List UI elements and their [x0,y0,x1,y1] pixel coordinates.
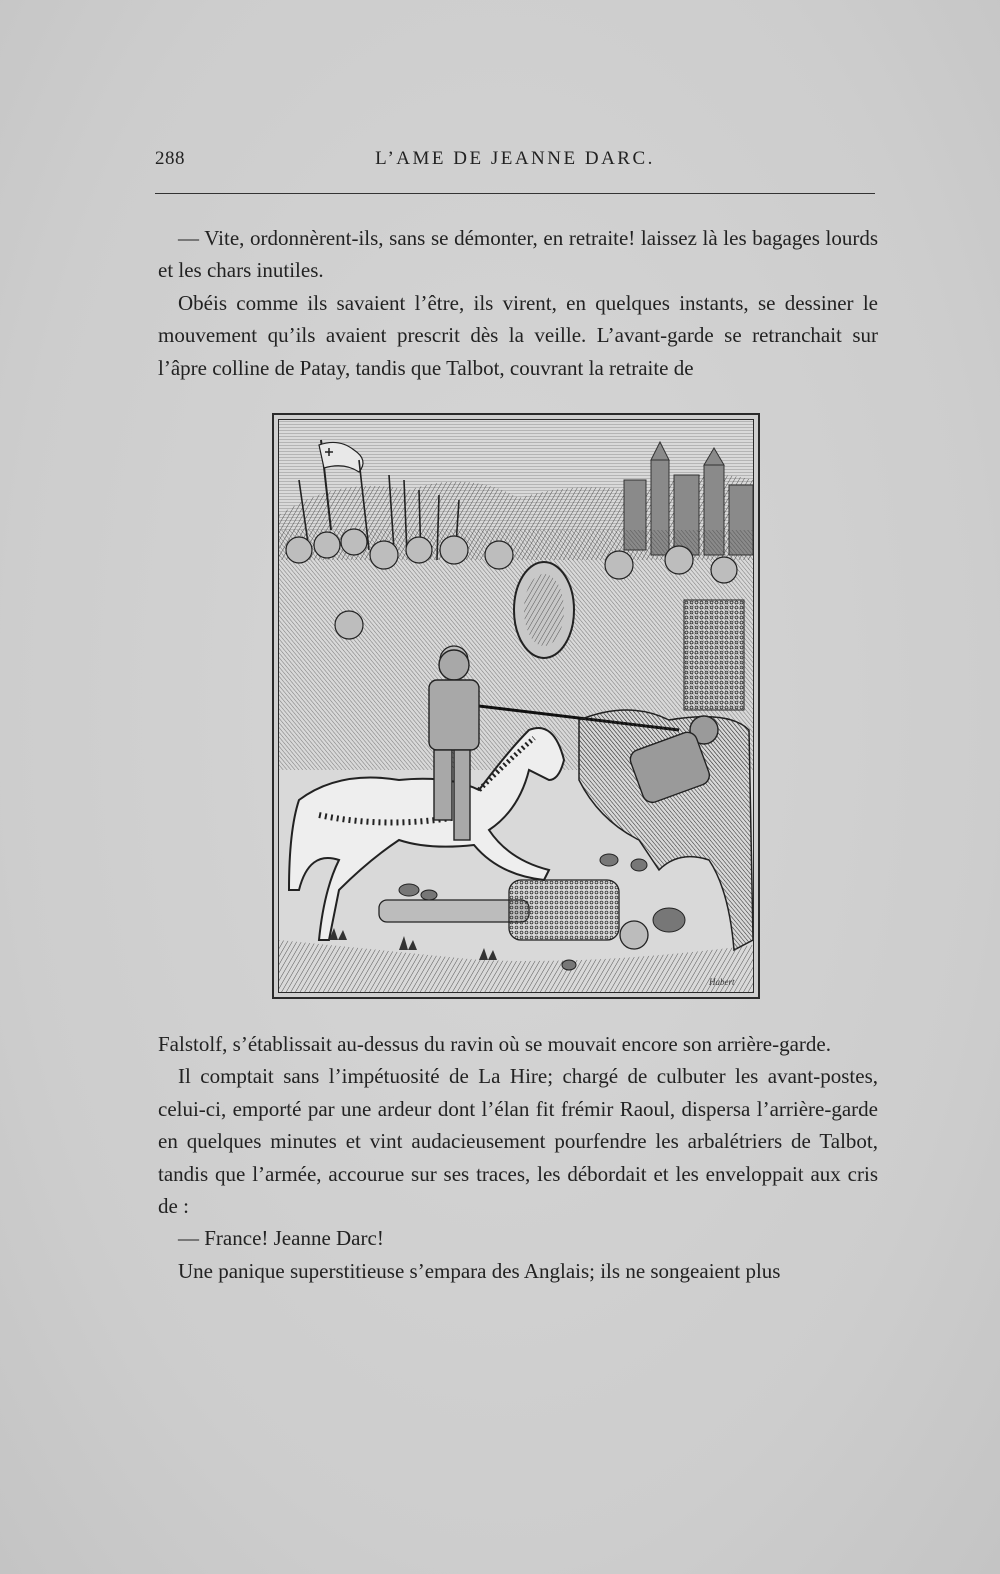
engraver-signature: Habert [709,977,735,987]
shield-decoration [524,574,564,646]
paragraph: — Vite, ordonnèrent-ils, sans se démonter, en retraite! laissez là les bagages lourds et les chars inutiles. [158,226,878,283]
page-header [155,148,875,176]
paragraph: Falstolf, s’établissait au-dessus du ravin où se mouvait encore son arrière-garde. [158,1032,831,1056]
body-text-bottom [158,1028,878,1287]
running-title: L’AME DE JEANNE DARC. [375,148,655,169]
battle-engraving [272,413,760,999]
battle-scene-illustration [279,420,753,992]
paragraph: Une panique superstitieuse s’empara des Anglais; ils ne songeaient plus [178,1258,781,1283]
chainmail-soldier [684,600,744,710]
paragraph: Il comptait sans l’impétuosité de La Hire; chargé de culbuter les avant-postes, celui-ci, emporté par une ardeur dont l’élan fit frémir Raoul, dispersa l’arrière-garde en quelques minutes et vint audacieusement pourfendre les arbalétriers de Talbot, tandis que l’armée, accourue sur ses traces, les débordait et les enveloppait aux cris de : [158,1064,878,1219]
ground [279,940,753,992]
body-text-top [158,222,878,384]
header-rule [155,193,875,194]
paragraph: Obéis comme ils savaient l’être, ils virent, en quelques instants, se dessiner le mouvement qu’ils avaient prescrit dès la veille. L’avant-garde se retranchait sur l’âpre colline de Patay, tandis que Talbot, couvrant la retraite de [158,290,878,380]
engraving-frame [278,419,754,993]
page-number: 288 [155,148,185,169]
paragraph: — France! Jeanne Darc! [178,1226,384,1251]
